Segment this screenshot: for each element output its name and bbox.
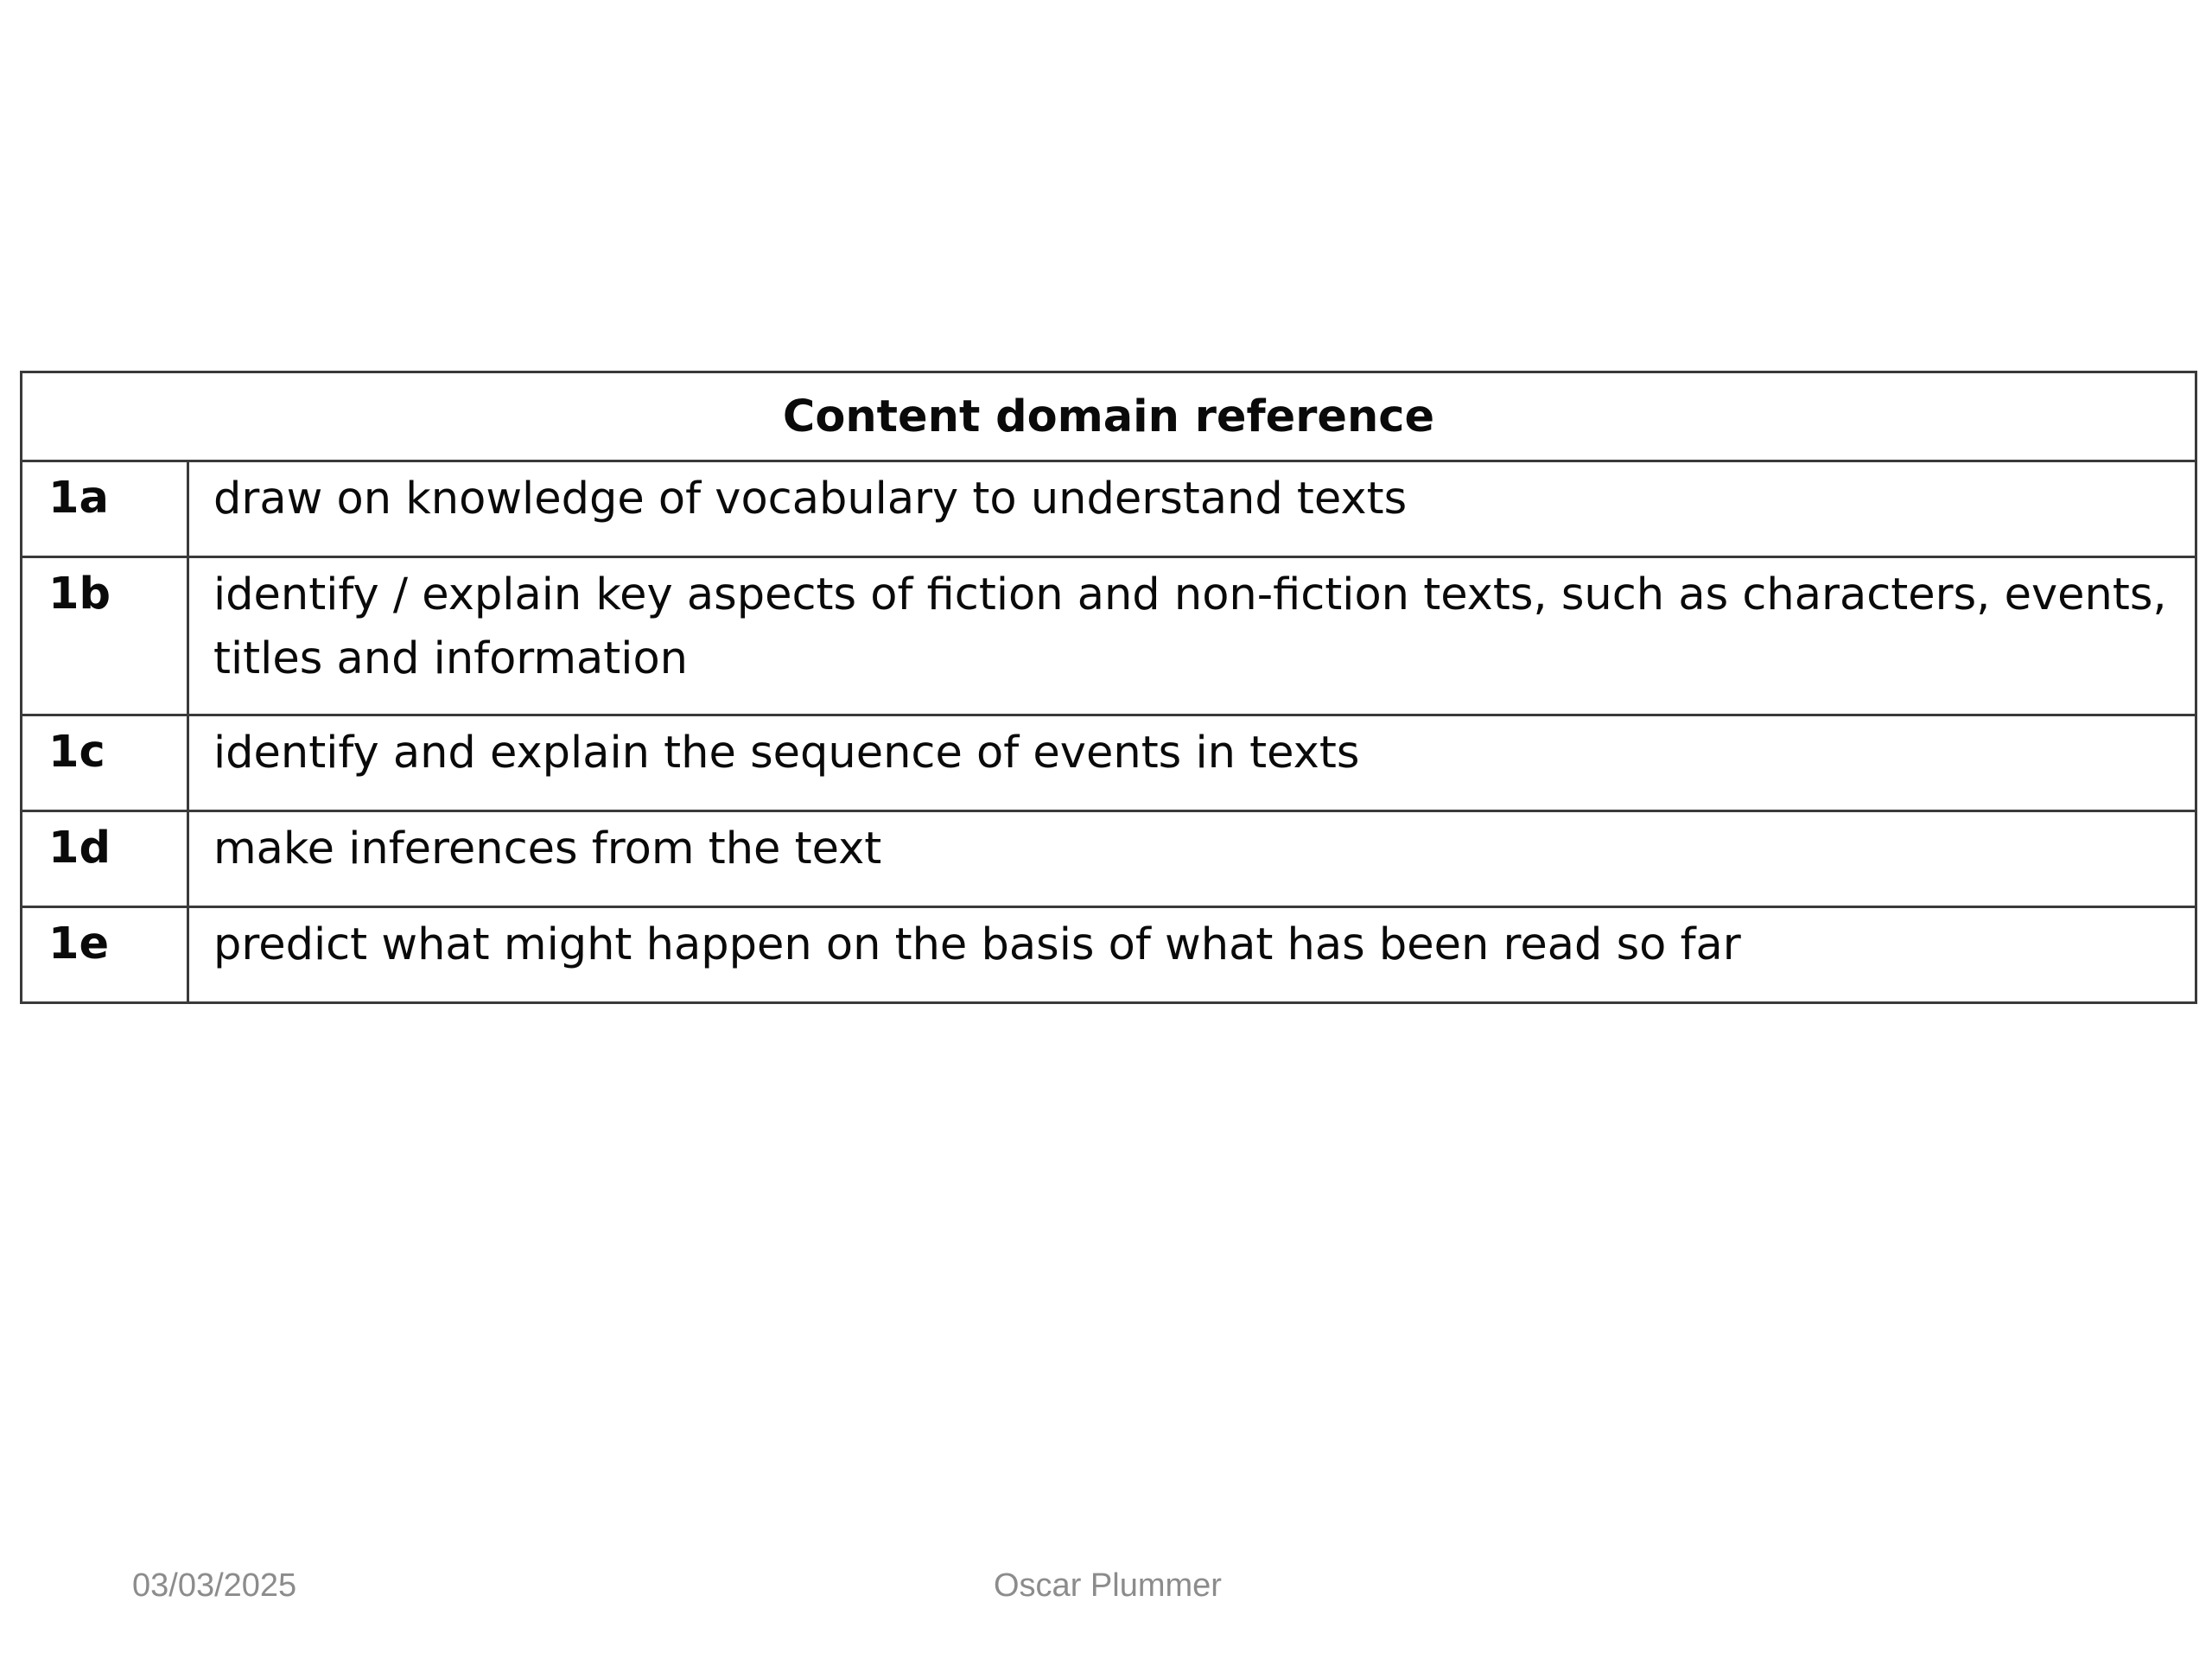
table-row [22, 811, 2196, 907]
table-row [22, 907, 2196, 1003]
table-header: Content domain reference [22, 372, 2196, 461]
row-description: make inferences from the text [188, 811, 2196, 907]
row-code: 1c [22, 715, 188, 811]
row-code: 1b [22, 557, 188, 715]
footer-date: 03/03/2025 [132, 1567, 297, 1604]
row-description: draw on knowledge of vocabulary to understand texts [188, 461, 2196, 557]
table-header-row [22, 372, 2196, 461]
table-row [22, 557, 2196, 715]
content-domain-table [20, 371, 2197, 1004]
row-code: 1a [22, 461, 188, 557]
row-description: identify / explain key aspects of fiction and non-fiction texts, such as characters, events, titles and information [188, 557, 2196, 715]
table-row [22, 461, 2196, 557]
row-code: 1e [22, 907, 188, 1003]
footer-author: Oscar Plummer [994, 1567, 1222, 1604]
row-description: identify and explain the sequence of events in texts [188, 715, 2196, 811]
table-row [22, 715, 2196, 811]
row-code: 1d [22, 811, 188, 907]
row-description: predict what might happen on the basis of what has been read so far [188, 907, 2196, 1003]
